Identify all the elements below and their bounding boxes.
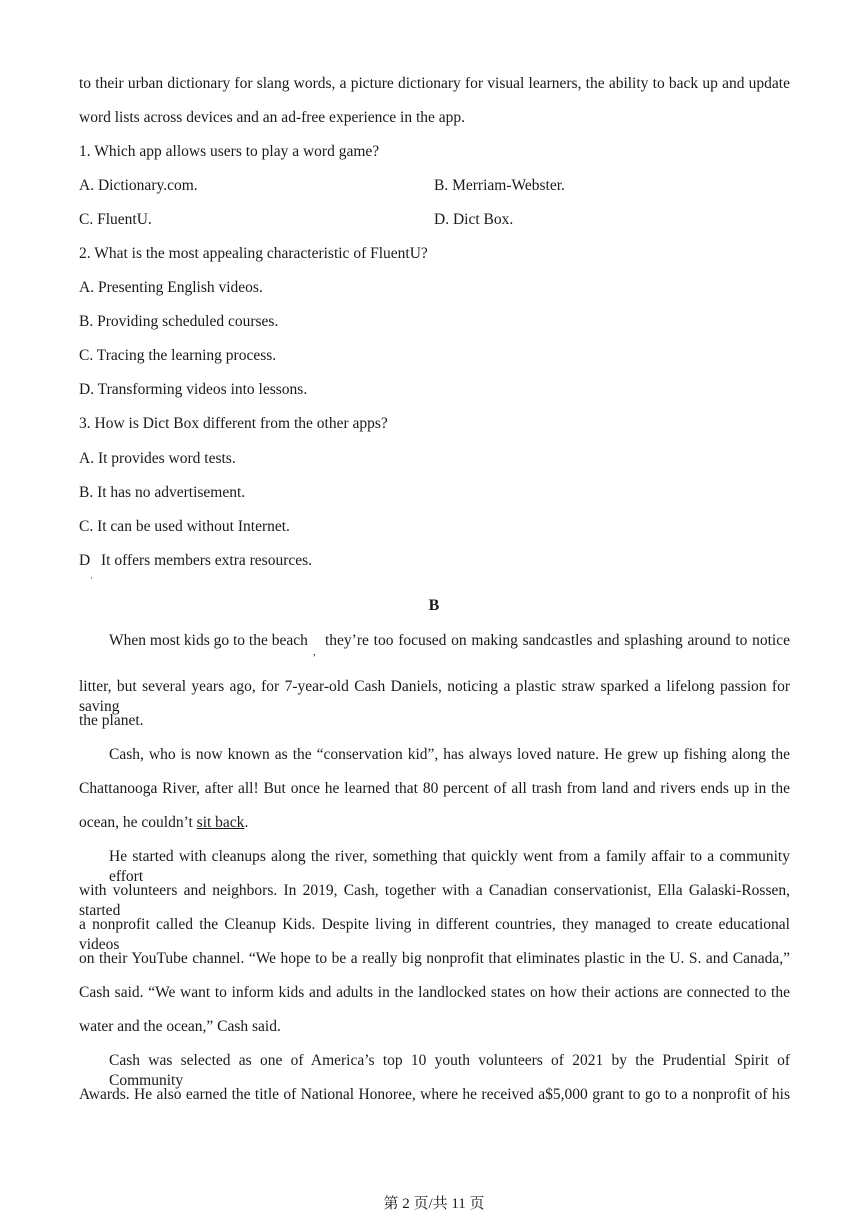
stray-mark: · [90, 573, 93, 583]
intro-line-2: word lists across devices and an ad-free experience in the app. [79, 109, 466, 126]
p2-line-3 [79, 813, 248, 833]
p2-line-3-end: . [244, 814, 249, 831]
p1-line-2: litter, but several years ago, for 7-year-old Cash Daniels, noticing a plastic straw sparked a lifelong passion for saving [79, 678, 790, 715]
question-1-option-d: D. Dict Box. [434, 211, 514, 228]
p3-line-5: Cash said. “We want to inform kids and adults in the landlocked states on how their actions are connected to the [79, 984, 790, 1001]
p3-line-1: He started with cleanups along the river, something that quickly went from a family affair to a community effort [109, 848, 790, 885]
p1-comma-mark: , [313, 646, 316, 658]
underlined-phrase: sit back [196, 814, 245, 831]
question-2-option-a: A. Presenting English videos. [79, 279, 263, 296]
p1-line-1a: When most kids go to the beach [109, 632, 308, 649]
question-2-option-c: C. Tracing the learning process. [79, 347, 277, 364]
intro-line-1: to their urban dictionary for slang words, a picture dictionary for visual learners, the ability to back up and update [79, 75, 790, 92]
question-3-option-d-text: It offers members extra resources. [101, 552, 313, 569]
question-3-option-b: B. It has no advertisement. [79, 484, 246, 501]
p1-line-1b: they’re too focused on making sandcastles and splashing around to notice [325, 632, 790, 649]
question-2-stem: 2. What is the most appealing characteristic of FluentU? [79, 245, 428, 262]
question-2-option-d: D. Transforming videos into lessons. [79, 381, 308, 398]
question-1-option-a: A. Dictionary.com. [79, 177, 198, 194]
question-3-option-d-letter: D [79, 552, 91, 569]
question-3-option-c: C. It can be used without Internet. [79, 518, 290, 535]
p3-line-4: on their YouTube channel. “We hope to be a really big nonprofit that eliminates plastic in the U. S. and Canada,” [79, 950, 790, 967]
p3-line-6: water and the ocean,” Cash said. [79, 1018, 281, 1035]
p2-line-2: Chattanooga River, after all! But once he learned that 80 percent of all trash from land and rivers ends up in the [79, 780, 790, 797]
question-3-stem: 3. How is Dict Box different from the other apps? [79, 415, 388, 432]
question-1-option-c: C. FluentU. [79, 211, 152, 228]
question-3-option-a: A. It provides word tests. [79, 450, 236, 467]
p4-line-1: Cash was selected as one of America’s top 10 youth volunteers of 2021 by the Prudential Spirit of Community [109, 1052, 790, 1089]
question-2-option-b: B. Providing scheduled courses. [79, 313, 279, 330]
p3-line-3: a nonprofit called the Cleanup Kids. Despite living in different countries, they managed to create educational videos [79, 916, 790, 953]
p1-line-3: the planet. [79, 712, 144, 729]
question-1-option-b: B. Merriam-Webster. [434, 177, 565, 194]
page-footer: 第 2 页/共 11 页 [383, 1196, 485, 1212]
section-b-heading: B [428, 597, 440, 614]
p2-line-3-text: ocean, he couldn’t [79, 814, 193, 831]
p2-line-1: Cash, who is now known as the “conservation kid”, has always loved nature. He grew up fishing along the [109, 746, 790, 763]
p4-line-2: Awards. He also earned the title of National Honoree, where he received a$5,000 grant to go to a nonprofit of his [79, 1086, 790, 1103]
question-1-stem: 1. Which app allows users to play a word game? [79, 143, 380, 160]
p3-line-2: with volunteers and neighbors. In 2019, Cash, together with a Canadian conservationist, Ella Galaski-Rossen, started [79, 882, 790, 919]
